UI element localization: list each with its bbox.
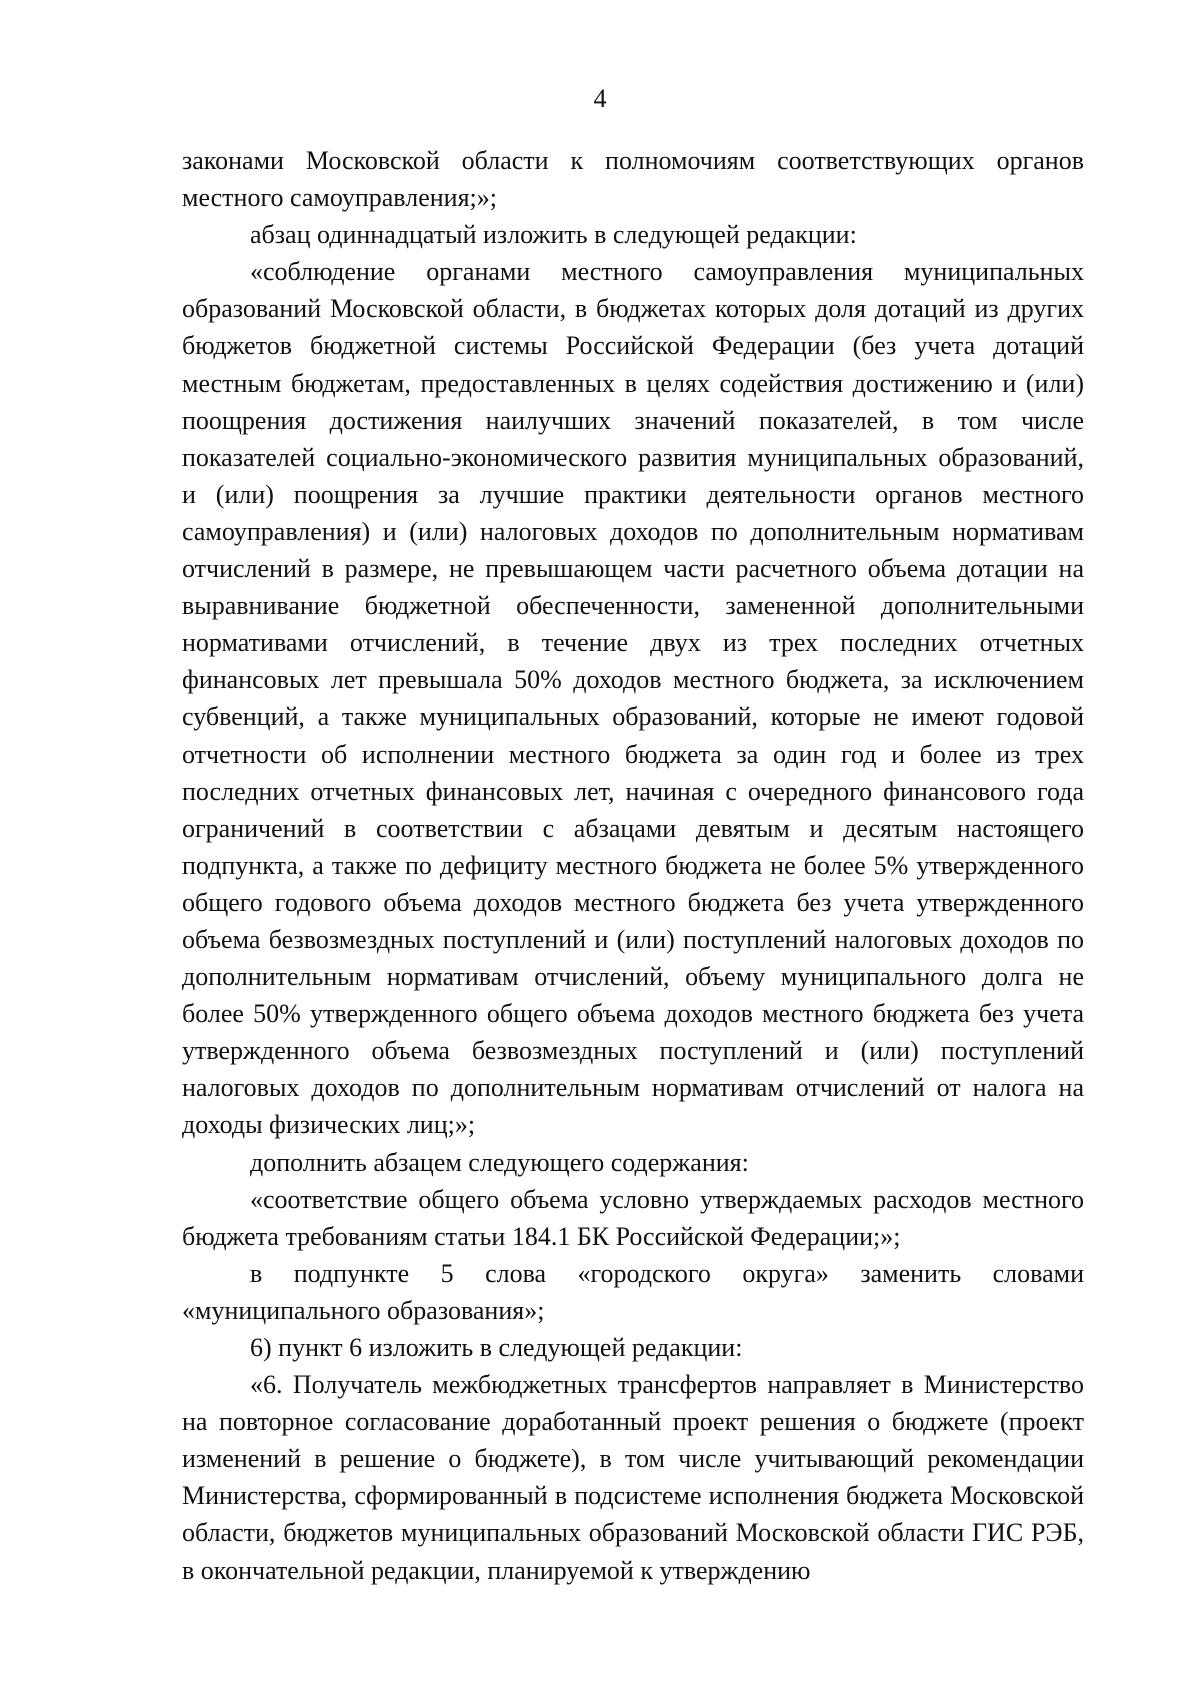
paragraph: дополнить абзацем следующего содержания: (250, 1147, 749, 1177)
paragraph: законами Московской области к полномочиям соответствующих органов местного самоуправления;»; (182, 146, 1084, 213)
paragraph: 6) пункт 6 изложить в следующей редакции: (250, 1333, 743, 1362)
paragraph: абзац одиннадцатый изложить в следующей редакции: (250, 220, 857, 250)
paragraph: «6. Получатель межбюджетных трансфертов направляет в Министерство на повторное согласование доработанный проект решения о бюджете (проект изменений в решение о бюджете), в том числе учитывающий рекомендации Министерства, сформированный в подсистеме исполнения бюджета Московской области, бюджетов муниципальных образований Московской области ГИС РЭБ, в окончательной редакции, планируемой к утверждению (182, 1370, 1084, 1585)
paragraph: «соблюдение органами местного самоуправления муниципальных образований Московской области, в бюджетах которых доля дотаций из других бюджетов бюджетной системы Российской Федерации (без учета дотаций местным бюджетам, предоставленных в целях содействия достижению и (или) поощрения достижения наилучших значений показателей, в том числе показателей социально-экономического развития муниципальных образований, и (или) поощрения за лучшие практики деятельности органов местного самоуправления) и (или) налоговых доходов по дополнительным нормативам отчислений в размере, не превышающем части расчетного объема дотации на выравнивание бюджетной обеспеченности, замененной дополнительными нормативами отчислений, в течение двух из трех последних отчетных финансовых лет превышала 50% доходов местного бюджета, за исключением субвенций, а также муниципальных образований, которые не имеют годовой отчетности об исполнении местного бюджета за один год и более из трех последних отчетных финансовых лет, начиная с очередного финансового года ограничений в соответствии с абзацами девятым и десятым настоящего подпункта, а также по дефициту местного бюджета не более 5% утвержденного общего годового объема доходов местного бюджета без учета утвержденного объема безвозмездных поступлений и (или) поступлений налоговых доходов по дополнительным нормативам отчислений, объему муниципального долга не более 50% утвержденного общего объема доходов местного бюджета без учета утвержденного объема безвозмездных поступлений и (или) поступлений налоговых доходов по дополнительным нормативам отчислений от налога на доходы физических лиц;»; (182, 257, 1084, 1140)
paragraph: в подпункте 5 слова «городского округа» заменить словами «муниципального образования»; (182, 1258, 1084, 1325)
paragraph: «соответствие общего объема условно утверждаемых расходов местного бюджета требованиям статьи 184.1 БК Российской Федерации;»; (182, 1184, 1084, 1251)
page-number: 4 (593, 84, 607, 113)
document-body (182, 142, 1084, 1589)
